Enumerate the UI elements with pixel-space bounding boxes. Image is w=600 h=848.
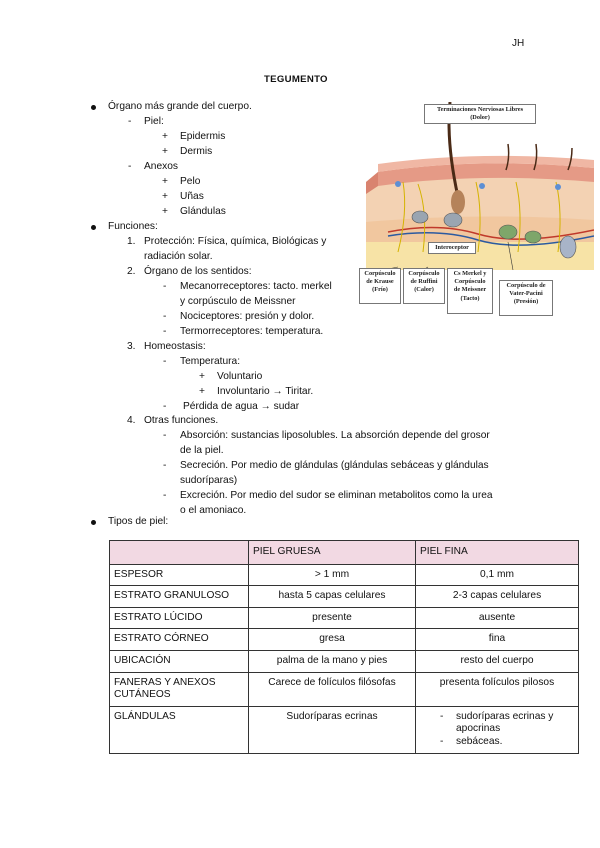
row-label: ESTRATO GRANULOSO — [110, 586, 249, 608]
label-line: Terminaciones Nerviosas Libres — [436, 106, 524, 113]
plus: + — [199, 386, 205, 397]
outline-item: radiación solar. — [144, 251, 213, 262]
outline-item: Tipos de piel: — [108, 516, 169, 527]
dash: - — [163, 311, 167, 322]
outline-item: Temperatura: — [180, 356, 241, 367]
outline-item: Anexos — [144, 161, 178, 172]
number: 4. — [127, 415, 136, 426]
label-line: Interoceptor — [435, 244, 469, 251]
cell-gruesa: hasta 5 capas celulares — [249, 586, 416, 608]
table-row — [110, 586, 579, 608]
bullet — [91, 105, 96, 110]
outline-item: Epidermis — [180, 131, 226, 142]
plus: + — [162, 206, 168, 217]
row-label: FANERAS Y ANEXOS CUTÁNEOS — [110, 672, 249, 706]
label-line: Corpúsculo — [408, 270, 440, 277]
outline-item: sudoríparas) — [180, 475, 238, 486]
table-row — [110, 564, 579, 586]
dash: - — [163, 490, 167, 501]
table-row — [110, 629, 579, 651]
label-interoceptor — [428, 242, 476, 254]
page-title: TEGUMENTO — [264, 74, 328, 85]
label-ruffini — [403, 268, 445, 304]
outline-item: Mecanorreceptores: tacto. merkel — [180, 281, 332, 292]
header-cell-gruesa: PIEL GRUESA — [249, 541, 416, 565]
header-cell-fina: PIEL FINA — [416, 541, 579, 565]
row-label: ESPESOR — [110, 564, 249, 586]
label-krause — [359, 268, 401, 304]
plus: + — [162, 131, 168, 142]
outline-item: Voluntario — [217, 371, 263, 382]
cell-gruesa: gresa — [249, 629, 416, 651]
outline-item: Excreción. Por medio del sudor se eliminan metabolitos como la urea — [180, 490, 493, 501]
cell-fina: resto del cuerpo — [416, 650, 579, 672]
outline-item: Nociceptores: presión y dolor. — [180, 311, 315, 322]
bullet — [91, 225, 96, 230]
row-label: ESTRATO CÓRNEO — [110, 629, 249, 651]
plus: + — [162, 191, 168, 202]
outline-item: Órgano de los sentidos: — [144, 266, 252, 277]
skin-types-table — [109, 540, 579, 754]
row-label: ESTRATO LÚCIDO — [110, 607, 249, 629]
header-cell-empty — [110, 541, 249, 565]
cell-fina: fina — [416, 629, 579, 651]
table-header-row — [110, 541, 579, 565]
outline-item: Funciones: — [108, 221, 158, 232]
plus: + — [162, 176, 168, 187]
cell-fina: 0,1 mm — [416, 564, 579, 586]
cell-fina: 2-3 capas celulares — [416, 586, 579, 608]
label-terminaciones-libres — [424, 104, 536, 124]
outline-item: Protección: Física, química, Biológicas y — [144, 236, 327, 247]
label-line: Corpúsculo — [454, 278, 486, 286]
number: 3. — [127, 341, 136, 352]
cell-fina — [416, 706, 579, 753]
outline-item: Pelo — [180, 176, 201, 187]
cell-gruesa: Carece de folículos filósofas — [249, 672, 416, 706]
label-line: (Presión) — [513, 298, 539, 306]
outline-item: Dermis — [180, 146, 213, 157]
label-line: Corpúsculo de — [506, 282, 546, 289]
cell-gruesa: > 1 mm — [249, 564, 416, 586]
row-label: UBICACIÓN — [110, 650, 249, 672]
outline-item: o el amoniaco. — [180, 505, 247, 516]
table-row — [110, 706, 579, 753]
cell-gruesa: Sudoríparas ecrinas — [249, 706, 416, 753]
plus: + — [162, 146, 168, 157]
table-row — [110, 672, 579, 706]
label-line: Vater-Pacini — [509, 290, 543, 298]
plus: + — [199, 371, 205, 382]
label-line: de Krause — [366, 278, 394, 286]
outline-item: Órgano más grande del cuerpo. — [108, 101, 252, 112]
outline-item: Otras funciones. — [144, 415, 219, 426]
cell-gruesa: palma de la mano y pies — [249, 650, 416, 672]
dash: - — [163, 281, 167, 292]
label-line: Cs Merkel y — [453, 270, 487, 277]
outline-item: Secreción. Por medio de glándulas (glándulas sebáceas y glándulas — [180, 460, 489, 471]
list-item: - sudoríparas ecrinas y apocrinas — [440, 711, 574, 736]
outline-item: de la piel. — [180, 445, 224, 456]
bullet — [91, 520, 96, 525]
cell-fina: ausente — [416, 607, 579, 629]
label-line: Corpúsculo — [364, 270, 396, 277]
page-initials: JH — [512, 38, 525, 49]
outline-item: Absorción: sustancias liposolubles. La absorción depende del grosor — [180, 430, 490, 441]
label-line: (Dolor) — [470, 114, 490, 122]
number: 1. — [127, 236, 136, 247]
cell-fina: presenta folículos pilosos — [416, 672, 579, 706]
table-row — [110, 607, 579, 629]
label-line: (Calor) — [414, 286, 434, 294]
dash: - — [163, 401, 167, 412]
dash: - — [128, 116, 132, 127]
outline-item: Termorreceptores: temperatura. — [180, 326, 324, 337]
outline-item: Glándulas — [180, 206, 226, 217]
outline-item: Homeostasis: — [144, 341, 206, 352]
dash: - — [163, 430, 167, 441]
outline-item: Pérdida de agua → sudar — [183, 401, 300, 412]
label-line: de Meissner — [453, 286, 487, 294]
skin-diagram — [358, 102, 594, 320]
label-line: (Tacto) — [460, 294, 480, 302]
label-merkel-meissner — [447, 268, 493, 314]
label-line: (Frío) — [372, 286, 388, 294]
label-line: de Ruffini — [410, 278, 438, 286]
row-label: GLÁNDULAS — [110, 706, 249, 753]
label-vater-pacini — [499, 280, 553, 316]
outline-item: Uñas — [180, 191, 204, 202]
table-row — [110, 650, 579, 672]
dash: - — [128, 161, 132, 172]
outline-item: Piel: — [144, 116, 164, 127]
cell-gruesa: presente — [249, 607, 416, 629]
dash: - — [163, 326, 167, 337]
number: 2. — [127, 266, 136, 277]
dash: - — [163, 460, 167, 471]
list-item: - sebáceas. — [440, 736, 574, 749]
fina-glandulas-list — [420, 711, 574, 749]
dash: - — [163, 356, 167, 367]
outline-item: Involuntario → Tiritar. — [217, 386, 314, 397]
outline-item: y corpúsculo de Meissner — [180, 296, 296, 307]
